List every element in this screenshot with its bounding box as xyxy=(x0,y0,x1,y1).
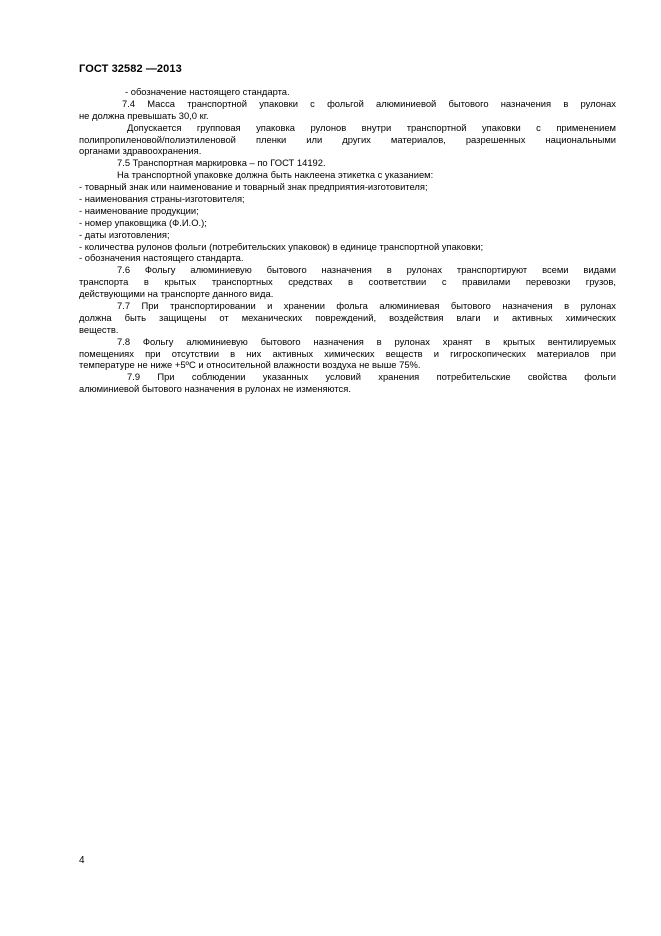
text-line: веществ. xyxy=(79,323,119,335)
text-line: На транспортной упаковке должна быть наклеена этикетка с указанием: xyxy=(117,169,434,181)
text-line: 7.9 При соблюдении указанных условий хранения потребительские свойства фольги xyxy=(127,371,616,383)
list-item: - наименование продукции; xyxy=(79,204,199,216)
text-line: алюминиевой бытового назначения в рулонах не изменяются. xyxy=(79,383,351,395)
text-line: 7.6 Фольгу алюминиевую бытового назначения в рулонах транспортируют всеми видами xyxy=(117,264,616,276)
list-item: - даты изготовления; xyxy=(79,228,170,240)
text-line: должна быть защищены от механических повреждений, воздействия влаги и активных химических xyxy=(79,311,616,323)
list-item: - товарный знак или наименование и товарный знак предприятия-изготовителя; xyxy=(79,181,428,193)
text-line: 7.8 Фольгу алюминиевую бытового назначения в рулонах хранят в крытых вентилируемых xyxy=(117,335,616,347)
text-line: полипропиленовой/полиэтиленовой пленки или других материалов, разрешенных национальными xyxy=(79,133,616,145)
text-line: Допускается групповая упаковка рулонов внутри транспортной упаковки с применением xyxy=(127,121,616,133)
text-line: органами здравоохранения. xyxy=(79,145,202,157)
list-item: - наименования страны-изготовителя; xyxy=(79,193,245,205)
text-line: действующими на транспорте данного вида. xyxy=(79,288,274,300)
text-line: помещениях при отсутствии в них активных химических веществ и гигроскопических материалов при xyxy=(79,347,616,359)
text-line: 7.4 Масса транспортной упаковки с фольгой алюминиевой бытового назначения в рулонах xyxy=(122,97,616,109)
text-line: температуре не ниже +5ºС и относительной влажности воздуха не выше 75%. xyxy=(79,359,421,371)
document-header: ГОСТ 32582 —2013 xyxy=(79,63,182,75)
text-line: транспорта в крытых транспортных средствах в соответствии с правилами перевозки грузов, xyxy=(79,276,616,288)
text-line: - обозначение настоящего стандарта. xyxy=(125,86,290,97)
text-line: не должна превышать 30,0 кг. xyxy=(79,109,209,121)
list-item: - обозначения настоящего стандарта. xyxy=(79,252,244,264)
text-line: 7.5 Транспортная маркировка – по ГОСТ 14192. xyxy=(117,157,326,169)
list-item: - номер упаковщика (Ф.И.О.); xyxy=(79,216,207,228)
text-line: 7.7 При транспортировании и хранении фольга алюминиевая бытового назначения в рулонах xyxy=(117,300,616,312)
document-body xyxy=(79,86,616,395)
page-number: 4 xyxy=(79,855,85,866)
list-item: - количества рулонов фольги (потребительских упаковок) в единице транспортной упаковки; xyxy=(79,240,484,252)
